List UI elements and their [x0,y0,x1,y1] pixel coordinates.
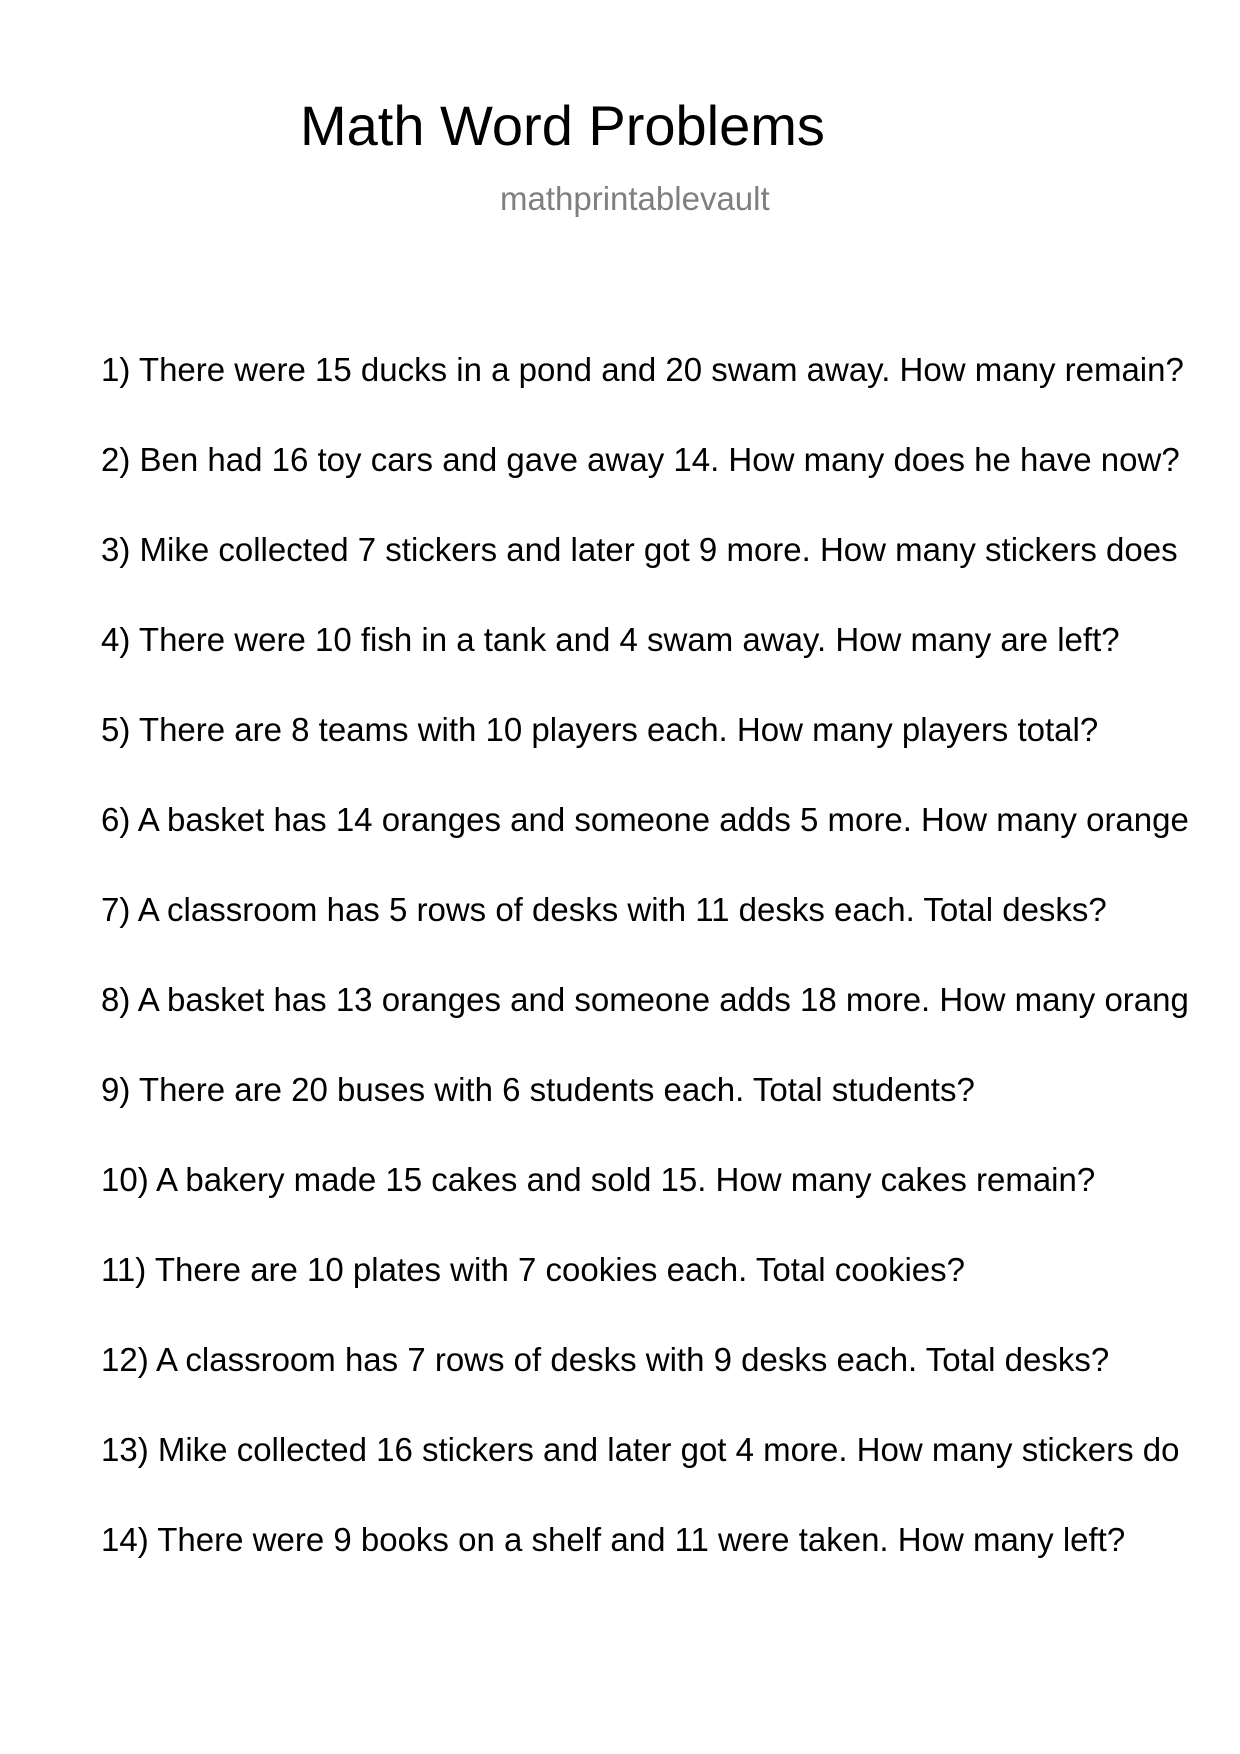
problem-item: 5) There are 8 teams with 10 players each. How many players total? [101,711,1099,748]
problem-item: 1) There were 15 ducks in a pond and 20 swam away. How many remain? [101,351,1184,388]
problem-item: 10) A bakery made 15 cakes and sold 15. How many cakes remain? [101,1161,1096,1198]
problem-list [101,350,1240,1610]
problem-item: 8) A basket has 13 oranges and someone adds 18 more. How many orang [101,981,1189,1018]
problem-item: 4) There were 10 fish in a tank and 4 swam away. How many are left? [101,621,1120,658]
page-subtitle: mathprintablevault [500,180,770,217]
problem-item: 7) A classroom has 5 rows of desks with 11 desks each. Total desks? [101,891,1107,928]
problem-item: 3) Mike collected 7 stickers and later got 9 more. How many stickers does [101,531,1178,568]
problem-item: 2) Ben had 16 toy cars and gave away 14. How many does he have now? [101,441,1180,478]
problem-item: 6) A basket has 14 oranges and someone adds 5 more. How many orange [101,801,1189,838]
problem-item: 11) There are 10 plates with 7 cookies each. Total cookies? [101,1251,966,1288]
problem-item: 12) A classroom has 7 rows of desks with 9 desks each. Total desks? [101,1341,1110,1378]
page-title: Math Word Problems [300,94,825,157]
problem-item: 9) There are 20 buses with 6 students each. Total students? [101,1071,975,1108]
problem-item: 13) Mike collected 16 stickers and later got 4 more. How many stickers do [101,1431,1180,1468]
problem-item: 14) There were 9 books on a shelf and 11 were taken. How many left? [101,1521,1126,1558]
